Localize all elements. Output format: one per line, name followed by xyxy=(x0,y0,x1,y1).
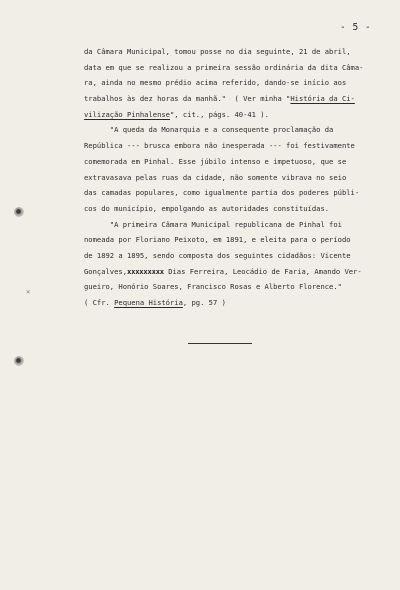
text-line xyxy=(84,138,394,154)
text-line xyxy=(84,217,394,233)
text-line xyxy=(84,75,394,91)
document-body xyxy=(84,44,394,311)
text-line xyxy=(84,279,394,295)
line-text: de 1892 a 1895, sendo composta dos seguintes cidadãos: Vicente xyxy=(84,250,351,260)
section-divider-line xyxy=(188,343,252,344)
text-line xyxy=(84,232,394,248)
line-text: comemorada em Pinhal. Esse júbilo intenso e impetuoso, que se xyxy=(84,156,347,166)
line-text: "A primeira Câmara Municipal republicana de Pinhal foi xyxy=(84,219,342,229)
line-text-end: Dias Ferreira, Leocádio de Faria, Amando Ver- xyxy=(163,266,362,276)
text-line xyxy=(84,295,394,311)
text-line xyxy=(84,122,394,138)
text-line xyxy=(84,44,394,60)
line-text-end: , pg. 57 ) xyxy=(182,298,226,307)
line-text-start: Gonçalves, xyxy=(84,266,127,276)
line-text: ra, ainda no mesmo prédio acima referido, dando-se início aos xyxy=(84,78,347,88)
margin-mark: × xyxy=(26,288,31,296)
line-text: gueiro, Honório Soares, Francisco Rosas e Alberto Florence." xyxy=(84,282,342,292)
line-text-start: trabalhos às dez horas da manhã." ( Ver minha " xyxy=(84,94,291,104)
text-line xyxy=(84,201,394,217)
line-text: extravasava pelas ruas da cidade, não somente vibrava no seio xyxy=(84,172,347,182)
line-text-start: ( Cfr. xyxy=(84,298,115,307)
line-text: nomeada por Floriano Peixoto, em 1891, e eleita para o período xyxy=(84,235,351,245)
line-text: cos do município, empolgando as autoridades constituídas. xyxy=(84,203,330,213)
line-text: da Câmara Municipal, tomou posse no dia seguinte, 21 de abril, xyxy=(84,47,351,56)
text-line xyxy=(84,264,394,280)
line-text: "A queda da Monarquia e a consequente proclamação da xyxy=(84,125,334,135)
text-line xyxy=(84,185,394,201)
underlined-title: vilização Pinhalense xyxy=(84,109,170,119)
text-line xyxy=(84,91,394,107)
line-text: data em que se realizou a primeira sessão ordinária da dita Câma- xyxy=(84,62,364,72)
text-line xyxy=(84,170,394,186)
text-line xyxy=(84,154,394,170)
struck-out-text: xxxxxxxxx xyxy=(127,266,164,276)
underlined-title: Pequena História xyxy=(114,298,183,307)
line-text-end: ", cit., págs. 40-41 ). xyxy=(169,109,269,119)
page-number: - 5 - xyxy=(340,22,372,33)
punch-hole-bottom xyxy=(14,356,24,366)
punch-hole-top xyxy=(14,207,24,217)
underlined-title: História da Ci- xyxy=(290,94,355,104)
text-line xyxy=(84,60,394,76)
text-line xyxy=(84,107,394,123)
line-text: das camadas populares, como igualmente partia dos poderes públi- xyxy=(84,188,360,198)
line-text: República --- brusca embora não inesperada --- foi festivamente xyxy=(84,141,355,151)
text-line xyxy=(84,248,394,264)
